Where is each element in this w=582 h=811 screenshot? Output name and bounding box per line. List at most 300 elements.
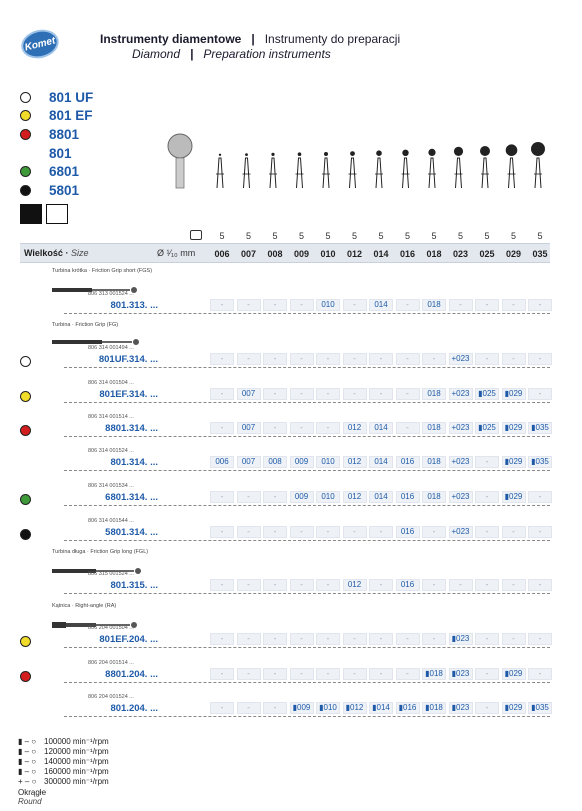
size-header-cell: 008 [267, 249, 283, 259]
availability-cell: 016 [396, 579, 420, 591]
availability-cell: ▮035 [528, 456, 552, 468]
row-divider [64, 470, 550, 471]
availability-cell: - [396, 633, 420, 645]
availability-cell: - [343, 388, 367, 400]
pack-quantity-cell: 5 [457, 231, 463, 241]
komet-logo: Komet [18, 26, 62, 62]
size-header-cell: 006 [214, 249, 230, 259]
product-row [20, 483, 550, 517]
tooth-icon [20, 204, 42, 224]
bur-part [350, 158, 356, 188]
color-dot-icon [20, 494, 31, 505]
product-row [20, 571, 550, 605]
availability-cell: ▮023 [449, 668, 473, 680]
product-row [20, 694, 550, 728]
section-caption: Turbina krótka · Friction Grip short (FGS) [52, 268, 153, 274]
availability-cell: - [210, 633, 234, 645]
availability-cell: 012 [343, 491, 367, 503]
row-divider [64, 716, 550, 717]
rpm-mark: ▮ – ○ [18, 766, 37, 776]
variant-label: 801 UF [49, 89, 94, 105]
availability-cell: 016 [396, 526, 420, 538]
availability-cell: - [528, 668, 552, 680]
availability-cell: - [263, 422, 287, 434]
availability-cell: - [210, 702, 234, 714]
availability-cell: 012 [343, 579, 367, 591]
availability-cell: 018 [422, 388, 446, 400]
availability-cell: - [316, 388, 340, 400]
bur-shapes-icon [160, 130, 560, 192]
availability-cell: - [422, 633, 446, 645]
availability-cell: ▮023 [449, 702, 473, 714]
color-dot-icon [20, 636, 31, 647]
bur-part [217, 158, 223, 188]
availability-cell: - [343, 633, 367, 645]
product-code: 801.314. ... [110, 457, 158, 468]
availability-cell: ▮029 [502, 668, 526, 680]
availability-cell: +023 [449, 456, 473, 468]
availability-cell: - [422, 526, 446, 538]
bur-part [298, 152, 302, 156]
availability-cell: - [343, 668, 367, 680]
title-bold: Instrumenty diamentowe [100, 32, 242, 46]
availability-cell: ▮029 [502, 388, 526, 400]
variant-label: 5801 [49, 182, 80, 198]
product-row [20, 380, 550, 414]
availability-cell: - [263, 633, 287, 645]
availability-cell: - [210, 668, 234, 680]
variant-item [20, 88, 93, 107]
pack-quantity-cell: 5 [219, 231, 225, 241]
variant-label: 801 EF [49, 108, 93, 124]
bur-part [297, 158, 303, 188]
availability-cell: - [210, 579, 234, 591]
availability-cell: 010 [316, 456, 340, 468]
availability-cell: - [396, 388, 420, 400]
availability-cell: ▮009 [290, 702, 314, 714]
availability-cell: 009 [290, 456, 314, 468]
rpm-mark: + – ○ [18, 776, 37, 786]
pack-quantity-cell: 5 [510, 231, 516, 241]
size-header-cell: 016 [399, 249, 416, 259]
availability-cell: ▮016 [396, 702, 420, 714]
bur-part [324, 152, 328, 156]
size-header-cell: 023 [452, 249, 469, 259]
row-divider [64, 402, 550, 403]
product-code: 801.315. ... [110, 580, 158, 591]
availability-cell: 018 [422, 422, 446, 434]
bur-part [271, 153, 274, 156]
pack-quantity-cell: 5 [404, 231, 410, 241]
row-divider [64, 540, 550, 541]
bur-part [456, 158, 462, 188]
size-header-cell: 014 [373, 249, 389, 259]
variant-label: 801 [49, 145, 72, 161]
bur-part [219, 154, 221, 156]
shank-fgs-icon [52, 281, 142, 289]
shape-label-pl: Okrągłe [18, 788, 47, 797]
color-dot-icon [20, 148, 31, 159]
availability-cell: ▮035 [528, 422, 552, 434]
row-divider [64, 593, 550, 594]
shape-label [18, 788, 46, 806]
availability-cell: - [422, 579, 446, 591]
availability-cell: - [502, 353, 526, 365]
rpm-mark: ▮ – ○ [18, 746, 37, 756]
availability-cell: 012 [343, 422, 367, 434]
availability-cell: ▮018 [422, 702, 446, 714]
variant-legend [20, 88, 93, 200]
color-dot-icon [20, 110, 31, 121]
rpm-item [18, 756, 109, 766]
availability-cell: +023 [449, 526, 473, 538]
availability-cell: - [210, 299, 234, 311]
availability-cell: - [290, 388, 314, 400]
availability-cell: - [502, 299, 526, 311]
pack-quantity-cell: 5 [431, 231, 437, 241]
availability-cell: - [263, 299, 287, 311]
title-secondary: Instrumenty do preparacji [264, 32, 401, 46]
row-divider [64, 313, 550, 314]
product-reference: 806 314 001524 ... [88, 448, 134, 454]
color-dot-icon [20, 425, 31, 436]
pack-quantity-cell: 5 [351, 231, 357, 241]
bur-part [323, 158, 329, 188]
availability-cell: 016 [396, 456, 420, 468]
availability-cell: ▮018 [422, 668, 446, 680]
availability-cell: 018 [422, 456, 446, 468]
color-dot-icon [20, 529, 31, 540]
availability-cell: - [237, 633, 261, 645]
product-row [20, 660, 550, 694]
bur-part [429, 158, 435, 188]
availability-cell: ▮029 [502, 491, 526, 503]
rpm-item [18, 746, 109, 756]
availability-cell: - [369, 388, 393, 400]
availability-cell: - [290, 299, 314, 311]
availability-cell: - [237, 353, 261, 365]
availability-cell: - [502, 526, 526, 538]
size-header-row [20, 243, 550, 263]
availability-cell: - [316, 422, 340, 434]
rpm-text: 120000 min⁻¹/rpm [44, 746, 109, 756]
row-divider [64, 682, 550, 683]
row-divider [64, 505, 550, 506]
availability-cell: ▮029 [502, 422, 526, 434]
size-header-cell: 025 [479, 249, 495, 259]
size-label: Wielkość · Size [24, 248, 89, 258]
product-row [20, 448, 550, 482]
availability-cell: - [396, 668, 420, 680]
product-row [20, 625, 550, 659]
rpm-item [18, 776, 109, 786]
availability-cell: - [422, 353, 446, 365]
availability-cell: - [475, 668, 499, 680]
bur-part [376, 158, 382, 188]
availability-cell: 018 [422, 299, 446, 311]
availability-cell: 007 [237, 456, 261, 468]
product-reference: 806 204 001514 ... [88, 660, 134, 666]
product-row [20, 414, 550, 448]
subtitle-en-1: Diamond [132, 47, 181, 61]
color-dot-icon [20, 671, 31, 682]
availability-cell: ▮012 [343, 702, 367, 714]
rpm-text: 100000 min⁻¹/rpm [44, 736, 109, 746]
availability-cell: - [210, 353, 234, 365]
product-reference: 806 204 001524 ... [88, 694, 134, 700]
size-header-cell: 012 [346, 249, 363, 259]
variant-label: 8801 [49, 126, 80, 142]
availability-cell: 007 [237, 422, 261, 434]
availability-cell: - [290, 579, 314, 591]
availability-cell: - [290, 633, 314, 645]
product-code: 801EF.314. ... [99, 389, 158, 400]
availability-cell: ▮029 [502, 456, 526, 468]
bur-part [245, 153, 248, 156]
availability-cell: ▮025 [475, 388, 499, 400]
size-unit: Ø ¹⁄₁₀ mm [157, 248, 196, 258]
row-divider [64, 367, 550, 368]
availability-cell: 014 [369, 422, 393, 434]
product-code: 5801.314. ... [105, 527, 158, 538]
availability-cell: - [290, 353, 314, 365]
section-caption: Kątnica · Right-angle (RA) [52, 603, 117, 609]
variant-item [20, 162, 93, 181]
bur-part [244, 158, 250, 188]
product-row [20, 518, 550, 552]
bur-part [376, 150, 382, 156]
color-dot-icon [20, 356, 31, 367]
bur-part [482, 158, 488, 188]
section-caption: Turbina · Friction Grip (FG) [52, 322, 119, 328]
title-separator: | [251, 32, 255, 46]
availability-cell: - [263, 526, 287, 538]
rpm-text: 300000 min⁻¹/rpm [44, 776, 109, 786]
availability-cell: - [210, 388, 234, 400]
color-dot-icon [20, 166, 31, 177]
shank-fg-icon [52, 333, 142, 341]
availability-cell: - [528, 526, 552, 538]
availability-cell: +023 [449, 491, 473, 503]
pack-quantity-cell: 5 [378, 231, 384, 241]
pack-quantity-cell: 5 [245, 231, 251, 241]
availability-cell: - [237, 702, 261, 714]
pack-quantity-cell: 5 [298, 231, 304, 241]
availability-cell: 012 [343, 456, 367, 468]
variant-label: 6801 [49, 164, 80, 180]
pack-quantity-cell: 5 [272, 231, 278, 241]
bur-part [270, 158, 276, 188]
availability-cell: 014 [369, 299, 393, 311]
color-dot-icon [20, 92, 31, 103]
bur-part [509, 158, 515, 188]
product-code: 801EF.204. ... [99, 634, 158, 645]
rpm-legend [18, 736, 109, 786]
availability-cell: 018 [422, 491, 446, 503]
availability-cell: - [528, 299, 552, 311]
availability-cell: - [237, 299, 261, 311]
size-header-cell: 009 [293, 249, 310, 259]
shank-ra-icon [52, 616, 142, 624]
availability-cell: - [263, 579, 287, 591]
size-header-cell: 029 [505, 249, 522, 259]
availability-cell: - [263, 353, 287, 365]
availability-cell: - [475, 299, 499, 311]
product-reference: 806 314 001544 ... [88, 518, 134, 524]
product-code: 6801.314. ... [105, 492, 158, 503]
size-header-cell: 007 [240, 249, 257, 259]
availability-cell: - [210, 491, 234, 503]
availability-cell: - [290, 526, 314, 538]
availability-cell: - [528, 633, 552, 645]
availability-cell: - [316, 579, 340, 591]
availability-cell: - [396, 299, 420, 311]
availability-cell: - [263, 388, 287, 400]
availability-cell: - [290, 668, 314, 680]
availability-cell: - [290, 422, 314, 434]
availability-cell: - [528, 491, 552, 503]
availability-cell: - [502, 579, 526, 591]
availability-cell: - [528, 388, 552, 400]
availability-cell: +023 [449, 422, 473, 434]
bur-part [403, 158, 409, 188]
availability-cell: - [475, 456, 499, 468]
rpm-text: 140000 min⁻¹/rpm [44, 756, 109, 766]
product-code: 801.313. ... [110, 300, 158, 311]
availability-cell: - [237, 526, 261, 538]
availability-cell: - [343, 299, 367, 311]
availability-cell: - [396, 353, 420, 365]
bur-part [428, 149, 435, 156]
availability-cell: - [449, 299, 473, 311]
availability-cell: - [316, 668, 340, 680]
availability-cell: - [369, 353, 393, 365]
bur-part [454, 147, 463, 156]
rpm-text: 160000 min⁻¹/rpm [44, 766, 109, 776]
availability-cell: - [210, 422, 234, 434]
availability-cell: - [475, 633, 499, 645]
availability-cell: - [369, 633, 393, 645]
availability-cell: - [237, 491, 261, 503]
size-label-en: Size [70, 248, 89, 258]
bur-part [506, 144, 518, 156]
availability-cell: 009 [290, 491, 314, 503]
availability-cell: - [343, 526, 367, 538]
shank-fgl-icon [52, 562, 142, 570]
product-reference: 806 314 001514 ... [88, 414, 134, 420]
availability-cell: - [369, 526, 393, 538]
variant-item [20, 181, 93, 200]
usage-icons [20, 204, 68, 224]
availability-cell: - [475, 526, 499, 538]
availability-cell: - [449, 579, 473, 591]
subtitle-en-2: Preparation instruments [203, 47, 331, 61]
bur-part [176, 158, 184, 188]
rpm-item [18, 766, 109, 776]
availability-cell: 014 [369, 456, 393, 468]
subtitle-separator: | [190, 47, 194, 61]
pack-quantity-row [20, 229, 550, 243]
availability-cell: ▮029 [502, 702, 526, 714]
product-code: 8801.204. ... [105, 669, 158, 680]
product-reference: 806 315 001524 ... [88, 571, 134, 577]
bur-illustrations [160, 130, 560, 192]
availability-cell: - [237, 579, 261, 591]
availability-cell: ▮025 [475, 422, 499, 434]
product-reference: 806 314 001494 ... [88, 345, 134, 351]
product-code: 801UF.314. ... [98, 354, 158, 365]
availability-cell: - [237, 668, 261, 680]
bur-part [350, 151, 355, 156]
section-caption: Turbina długa · Friction Grip long (FGL) [52, 549, 149, 555]
product-reference: 806 313 001524 ... [88, 291, 134, 297]
shape-label-en: Round [18, 797, 42, 806]
product-reference: 806 314 001504 ... [88, 380, 134, 386]
product-code: 801.204. ... [110, 703, 158, 714]
pack-quantity-cell: 5 [325, 231, 331, 241]
availability-cell: - [475, 579, 499, 591]
color-dot-icon [20, 129, 31, 140]
availability-cell: - [343, 353, 367, 365]
availability-cell: ▮035 [528, 702, 552, 714]
preparation-icon [46, 204, 68, 224]
size-header-cell: 010 [320, 249, 336, 259]
availability-cell: - [475, 702, 499, 714]
product-row [20, 345, 550, 379]
availability-cell: 014 [369, 491, 393, 503]
rpm-item [18, 736, 109, 746]
rpm-mark: ▮ – ○ [18, 756, 37, 766]
availability-cell: 016 [396, 491, 420, 503]
product-reference: 806 204 001504 ... [88, 625, 134, 631]
availability-cell: - [528, 579, 552, 591]
page-subtitle [132, 47, 331, 61]
availability-cell: - [316, 353, 340, 365]
availability-cell: - [316, 526, 340, 538]
availability-cell: ▮023 [449, 633, 473, 645]
bur-part [480, 146, 490, 156]
availability-cell: 007 [237, 388, 261, 400]
product-reference: 806 314 001534 ... [88, 483, 134, 489]
page-title [100, 32, 400, 46]
availability-cell: - [475, 491, 499, 503]
availability-cell: - [263, 668, 287, 680]
pack-quantity-cell: 5 [537, 231, 543, 241]
availability-cell: +023 [449, 353, 473, 365]
availability-cell: - [502, 633, 526, 645]
availability-cell: ▮014 [369, 702, 393, 714]
availability-cell: - [210, 526, 234, 538]
variant-item [20, 144, 93, 163]
availability-cell: - [263, 702, 287, 714]
availability-cell: - [316, 633, 340, 645]
variant-item [20, 107, 93, 126]
size-header-cell: 035 [532, 249, 548, 259]
bur-part [531, 142, 545, 156]
color-dot-icon [20, 185, 31, 196]
size-label-pl: Wielkość [24, 248, 63, 258]
availability-cell: - [475, 353, 499, 365]
availability-cell: - [369, 668, 393, 680]
row-divider [64, 436, 550, 437]
product-row [20, 291, 550, 325]
availability-cell: +023 [449, 388, 473, 400]
variant-item [20, 125, 93, 144]
row-divider [64, 647, 550, 648]
availability-cell: - [396, 422, 420, 434]
availability-cell: - [528, 353, 552, 365]
size-header-cell: 018 [426, 249, 442, 259]
